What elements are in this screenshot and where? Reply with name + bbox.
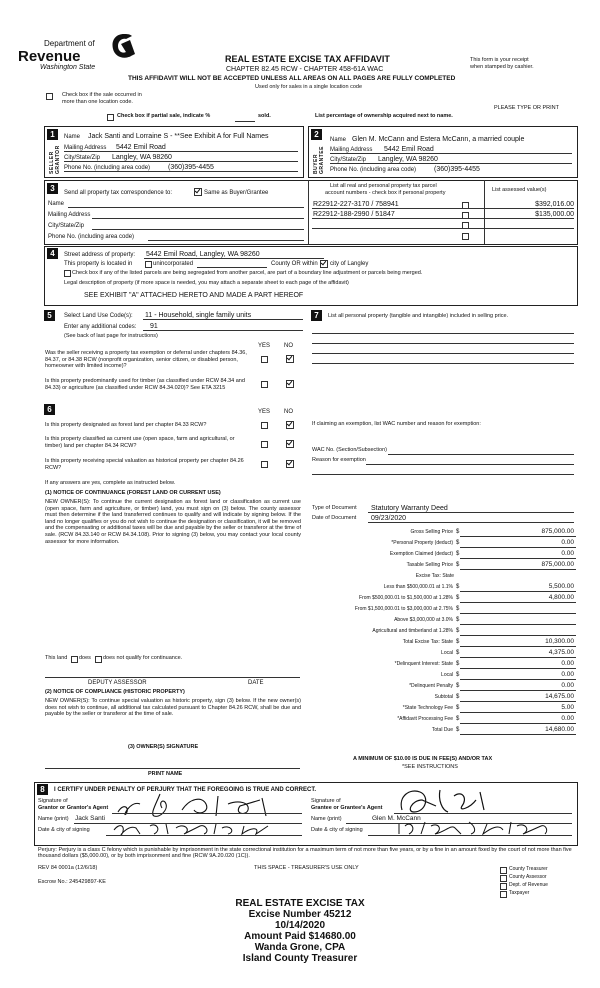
tax-row-label: *Delinquent Penalty [409,683,453,689]
doc-type-label: Type of Document [312,505,357,511]
city-of-label: city of Langley [330,261,369,267]
parcel-header-1: List all real and personal property tax parcel [330,183,437,189]
tax-row-currency: $ [456,551,460,557]
tax-row [312,648,576,659]
tax-row [312,527,576,538]
same-as-buyer-label: Same as Buyer/Grantee [204,190,269,196]
tax-row-currency: $ [456,540,460,546]
tax-row-label: Agricultural and timberland at 1.28% [372,628,453,634]
doc-type-value: Statutory Warranty Deed [371,505,448,512]
s6-q2-yes-checkbox[interactable] [261,441,268,448]
tax-row-currency: $ [456,595,460,601]
same-as-buyer-checkbox[interactable] [194,188,202,196]
exemption-reason-label: Reason for exemption [312,457,366,463]
copy-dept-revenue-checkbox[interactable] [500,883,507,890]
tax-row-currency: $ [456,705,460,711]
minimum-due-note: A MINIMUM OF $10.00 IS DUE IN FEE(S) AND/OR TAX [353,756,493,762]
receipt-note-2: when stamped by cashier. [470,64,534,70]
s5-no-header: NO [284,343,293,349]
corr-city-label: City/State/Zip [48,223,85,229]
type-or-print-note: PLEASE TYPE OR PRINT [494,105,560,111]
ownership-percent-note: List percentage of ownership acquired next to name. [315,113,453,119]
s6-q3-no-checkbox[interactable] [286,460,294,468]
buyer-phone-value: (360)395-4455 [434,166,480,173]
seller-phone-label: Phone No. (including area code) [64,165,151,171]
parcel-2-value: $135,000.00 [535,211,574,218]
tax-row-label: Local [441,650,453,656]
buyer-city-label: City/State/Zip [330,157,367,163]
acceptance-warning: THIS AFFIDAVIT WILL NOT BE ACCEPTED UNLESS ALL AREAS ON ALL PAGES ARE FULLY COMPLETED [128,75,456,82]
s6-q2-no-checkbox[interactable] [286,440,294,448]
stamp-line-5: Wanda Grone, CPA [254,942,346,953]
deputy-assessor-label: DEPUTY ASSESSOR [88,680,147,686]
logo-state: Washington State [40,64,96,71]
tax-row-label: Exemption Claimed (deduct) [389,551,453,557]
multi-location-checkbox[interactable] [46,93,53,100]
dor-logo [18,38,130,72]
unincorporated-label: unincorporated [153,261,194,267]
additional-codes-value: 91 [150,323,158,330]
certify-statement: I CERTIFY UNDER PENALTY OF PERJURY THAT THE FOREGOING IS TRUE AND CORRECT. [54,787,317,793]
s6-question-3: Is this property receiving special valuation as historical property per chapter 84.26 RCW? [45,458,244,471]
grantor-signature-image [110,790,300,820]
grantor-date-city-label: Date & city of signing [38,827,90,833]
tax-row-value: 14,680.00 [545,726,574,733]
section-3-number: 3 [47,183,58,194]
tax-row-currency: $ [456,672,460,678]
grantee-sig-label-2: Grantee or Grantee's Agent [311,805,383,811]
s5-q2-no-checkbox[interactable] [286,380,294,388]
s5-q1-no-checkbox[interactable] [286,355,294,363]
multi-location-label-2: more than one location code. [62,99,133,105]
perjury-notice: Perjury: Perjury is a class C felony which is punishable by imprisonment in the state correctional institution for a maximum term of not more than five years, or by a fine in an amount fixed by the court of not more than five thousand dollars ($5,000.00), or by both imprisonment and fine (RCW 9A.20.020 (1C)). [38,847,572,860]
tax-row-currency: $ [456,716,460,722]
tax-row-label: Total Excise Tax: State [402,639,453,645]
print-name-label: PRINT NAME [148,771,183,777]
section-1-number: 1 [47,129,58,140]
tax-row [312,725,576,736]
tax-row [312,626,576,637]
buyer-city-value: Langley, WA 98260 [378,156,438,163]
single-location-note: Used only for sales in a single location code [255,84,363,90]
tax-row [312,714,576,725]
assessed-value-header: List assessed value(s) [492,187,547,193]
s6-question-1: Is this property designated as forest land per chapter 84.33 RCW? [45,422,207,428]
see-instructions-note: *SEE INSTRUCTIONS [402,764,458,770]
buyer-mail-label: Mailing Address [330,147,373,153]
land-qualify-label: This land [45,655,68,661]
copy-county-assessor-label: County Assessor [509,874,547,880]
partial-sale-sold: sold. [258,113,271,119]
tax-row [312,571,576,582]
personal-property-label: List all personal property (tangible and intangible) included in selling price. [328,313,509,319]
notice-compliance-body: NEW OWNER(S): To continue special valuation as historic property, sign (3) below. If the new owner(s) does not wish to continue, all additional tax calculated pursuant to Chapter 84.26 RCW, shall be due and payable by the seller or transferor at the time of sale. [45,698,301,718]
tax-row-label: *Affidavit Processing Fee [397,716,453,722]
tax-row-currency: $ [456,683,460,689]
tax-row-value: 0.00 [561,682,574,689]
tax-row-label: Total Due [431,727,453,733]
grantee-date-city-label: Date & city of signing [311,827,363,833]
tax-row-label: Gross Selling Price [410,529,453,535]
notice-continuance-body: NEW OWNER(S): To continue the current designation as forest land or classification as current use (open space, farm and agriculture, or timber) land, you must sign on (3) below. The county assessor must then determine if the land transferred continues to qualify and will indicate by signing below. If the land no longer qualifies or you do not wish to continue the designation or classification, it will be removed and the compensating or additional taxes will be due and payable by the seller or transferor at the time of sale. (RCW 84.33.140 or RCW 84.34.108). Prior to signing (3) below, you may contact your local county assessor for more information. [45,499,301,545]
tax-row-label: Subtotal [434,694,453,700]
partial-sale-label: Check box if partial sale, indicate % [117,113,211,119]
tax-row-currency: $ [456,694,460,700]
send-correspondence-label: Send all property tax correspondence to: [64,190,173,196]
tax-row-value: 875,000.00 [541,528,574,535]
owner-signature-label: (3) OWNER(S) SIGNATURE [128,744,199,750]
form-revision: REV 84 0001a (12/6/18) [38,865,98,871]
buyer-name-label: Name [330,137,347,143]
land-does-label: does [79,655,91,661]
tax-row-currency: $ [456,650,460,656]
s5-question-1: Was the seller receiving a property tax exemption or deferral under chapters 84.36, 84.37, or 84.38 RCW (nonprofit organization, senior citizen, or disabled person, homeowner with limited income)? [45,350,247,370]
tax-row-label: Taxable Selling Price [406,562,453,568]
treasurer-use-label: THIS SPACE - TREASURER'S USE ONLY [254,865,359,871]
if-yes-note: If any answers are yes, complete as instructed below. [45,480,176,486]
located-in-label: This property is located in [64,261,133,267]
tax-row-label: Above $3,000,000 at 3.0% [394,617,453,623]
s5-q1-yes-checkbox[interactable] [261,356,268,363]
tax-row-label: Less than $500,000.01 at 1.1% [383,584,453,590]
tax-row-label: From $500,000.01 to $1,500,000 at 1.28% [359,595,453,601]
tax-row-currency: $ [456,529,460,535]
tax-row-label: *Personal Property (deduct) [391,540,453,546]
multi-location-label-1: Check box if the sale occurred in [62,92,142,98]
tax-row [312,692,576,703]
tax-row-value: 5,500.00 [548,583,574,590]
land-use-value: 11 - Household, single family units [145,312,252,319]
s6-no-header: NO [284,409,293,415]
tax-row-currency: $ [456,584,460,590]
tax-row-value: 0.00 [561,539,574,546]
doc-date-label: Date of Document [312,515,357,521]
tax-row [312,593,576,604]
s6-q1-no-checkbox[interactable] [286,421,294,429]
s6-yes-header: YES [258,409,271,415]
stamp-line-3: 10/14/2020 [274,920,326,931]
tax-row [312,670,576,681]
tax-row-value: 4,800.00 [548,594,574,601]
street-address-label: Street address of property: [64,252,136,258]
s6-q1-yes-checkbox[interactable] [261,422,268,429]
land-does-checkbox[interactable] [71,656,78,663]
legal-description-label: Legal description of property (if more space is needed, you may attach a separate sheet to each page of the affidavit) [64,280,349,286]
s5-yes-header: YES [258,343,271,349]
copy-county-assessor-checkbox[interactable] [500,875,507,882]
see-back-note: (See back of last page for instructions) [64,333,158,339]
stamp-line-1: REAL ESTATE EXCISE TAX [235,898,365,909]
seller-mail-label: Mailing Address [64,145,107,151]
tax-row [312,582,576,593]
legal-description-value: SEE EXHIBIT "A" ATTACHED HERETO AND MADE A PART HEREOF [84,292,304,299]
notice-compliance-title: (2) NOTICE OF COMPLIANCE (HISTORIC PROPERTY) [45,689,185,695]
tax-row-currency: $ [456,727,460,733]
tax-row-label: From $1,500,000.01 to $3,000,000 at 2.75% [354,606,453,612]
tax-row [312,549,576,560]
parcel-2-account: R22912-188-2990 / 51847 [313,211,395,218]
segregated-checkbox[interactable] [64,270,71,277]
section-8-number: 8 [37,784,48,795]
wac-label: WAC No. (Section/Subsection) [312,447,387,453]
parcel-1-account: R22912-227-3170 / 758941 [313,201,399,208]
tax-row-value: 5.00 [561,704,574,711]
tax-row-label: Local [441,672,453,678]
tax-row [312,659,576,670]
buyer-name-value: Glen M. McCann and Estera McCann, a married couple [352,136,525,143]
copy-taxpayer-checkbox[interactable] [500,891,507,898]
buyer-mail-value: 5442 Emil Road [384,146,434,153]
tax-row [312,538,576,549]
tax-row-value: 0.00 [561,715,574,722]
seller-city-value: Langley, WA 98260 [112,154,172,161]
tax-row-value: 0.00 [561,550,574,557]
tax-row [312,615,576,626]
tax-row [312,560,576,571]
dor-logo-mark-icon [110,32,138,62]
parcel-4-personal-checkbox[interactable] [462,233,469,240]
seller-mail-value: 5442 Emil Road [116,144,166,151]
receipt-note-1: This form is your receipt [470,57,529,63]
logo-dept-line: Department of [44,39,95,48]
tax-row [312,604,576,615]
stamp-line-2: Excise Number 45212 [248,909,352,920]
grantee-name-label: Name (print) [311,816,342,822]
street-address-value: 5442 Emil Road, Langley, WA 98260 [146,251,260,258]
land-does-not-label: does not qualify for continuance. [103,655,183,661]
grantee-sig-label-1: Signature of [311,798,341,804]
parcel-1-value: $392,016.00 [535,201,574,208]
partial-sale-checkbox[interactable] [107,114,114,121]
tax-row-label: *State Technology Fee [402,705,453,711]
tax-row-currency: $ [456,562,460,568]
seller-phone-value: (360)395-4455 [168,164,214,171]
tax-row [312,703,576,714]
tax-row-value: 10,300.00 [545,638,574,645]
unincorporated-checkbox[interactable] [145,261,152,268]
tax-row-currency: $ [456,617,460,623]
grantor-name-label: Name (print) [38,816,69,822]
s6-q3-yes-checkbox[interactable] [261,461,268,468]
additional-codes-label: Enter any additional codes: [64,324,137,330]
tax-row-currency: $ [456,661,460,667]
stamp-line-4: Amount Paid $14680.00 [244,931,356,942]
tax-row-value: 0.00 [561,671,574,678]
tax-row-value: 0.00 [561,660,574,667]
escrow-number: Escrow No.: 245429897-KE [38,879,106,885]
corr-phone-label: Phone No. (including area code) [48,234,135,240]
seller-name-value: Jack Santi and Lorraine S - **See Exhibit A for Full Names [88,133,269,140]
corr-name-label: Name [48,201,65,207]
grantor-sig-label-2: Grantor or Grantor's Agent [38,805,109,811]
notice-continuance-title: (1) NOTICE OF CONTINUANCE (FOREST LAND OR CURRENT USE) [45,490,221,496]
parcel-header-2: account numbers - check box if personal property [325,190,446,196]
exemption-label: If claiming an exemption, list WAC number and reason for exemption: [312,421,481,427]
copy-county-treasurer-checkbox[interactable] [500,867,507,874]
deputy-date-label: DATE [248,680,264,686]
copy-taxpayer-label: Taxpayer [509,890,530,896]
tax-row [312,637,576,648]
tax-row-value: 875,000.00 [541,561,574,568]
form-title: REAL ESTATE EXCISE TAX AFFIDAVIT [225,54,390,64]
tax-row-currency: $ [456,628,460,634]
copy-county-treasurer-label: County Treasurer [509,866,548,872]
corr-mail-label: Mailing Address [48,212,91,218]
doc-date-value: 09/23/2020 [371,515,407,522]
land-does-not-checkbox[interactable] [95,656,102,663]
land-use-label: Select Land Use Code(s): [64,313,133,319]
seller-city-label: City/State/Zip [64,155,101,161]
section-5-number: 5 [44,310,55,321]
buyer-phone-label: Phone No. (including area code) [330,167,417,173]
grantor-sig-label-1: Signature of [38,798,68,804]
seller-side-label: SELLER GRANTOR [49,145,61,174]
copy-dept-revenue-label: Dept. of Revenue [509,882,548,888]
tax-row-currency: $ [456,639,460,645]
tax-row-value: 14,675.00 [545,693,574,700]
grantee-name-value: Glen M. McCann [372,815,421,822]
stamp-line-6: Island County Treasurer [242,953,358,964]
section-7-number: 7 [311,310,322,321]
section-4-number: 4 [47,248,58,259]
tax-row-value: 4,375.00 [548,649,574,656]
buyer-side-label: BUYER GRANTEE [313,146,325,174]
tax-row [312,681,576,692]
tax-row-currency: $ [456,606,460,612]
section-6-number: 6 [44,404,55,415]
form-subtitle: CHAPTER 82.45 RCW - CHAPTER 458-61A WAC [226,66,384,73]
s5-q2-yes-checkbox[interactable] [261,381,268,388]
seller-name-label: Name [64,134,81,140]
s6-question-2: Is this property classified as current use (open space, farm and agricultural, or timber) land per chapter 84.34 RCW? [45,436,235,449]
s5-question-2: Is this property predominantly used for timber (as classified under RCW 84.34 and 84.33) or agriculture (as classified under RCW 84.34.020)? See ETA 3215 [45,378,245,391]
grantor-name-value: Jack Santi [75,815,105,822]
city-checkbox[interactable] [320,260,328,268]
county-or-within-label: County OR within [271,261,318,267]
tax-row-label: *Delinquent Interest: State [394,661,453,667]
tax-table [312,527,576,752]
tax-row-label: Excise Tax: State [415,573,454,579]
section-2-number: 2 [311,129,322,140]
segregated-label: Check box if any of the listed parcels are being segregated from another parcel, are part of a boundary line adjustment or parcels being merged. [72,270,423,276]
logo-revenue: Revenue [18,48,81,65]
